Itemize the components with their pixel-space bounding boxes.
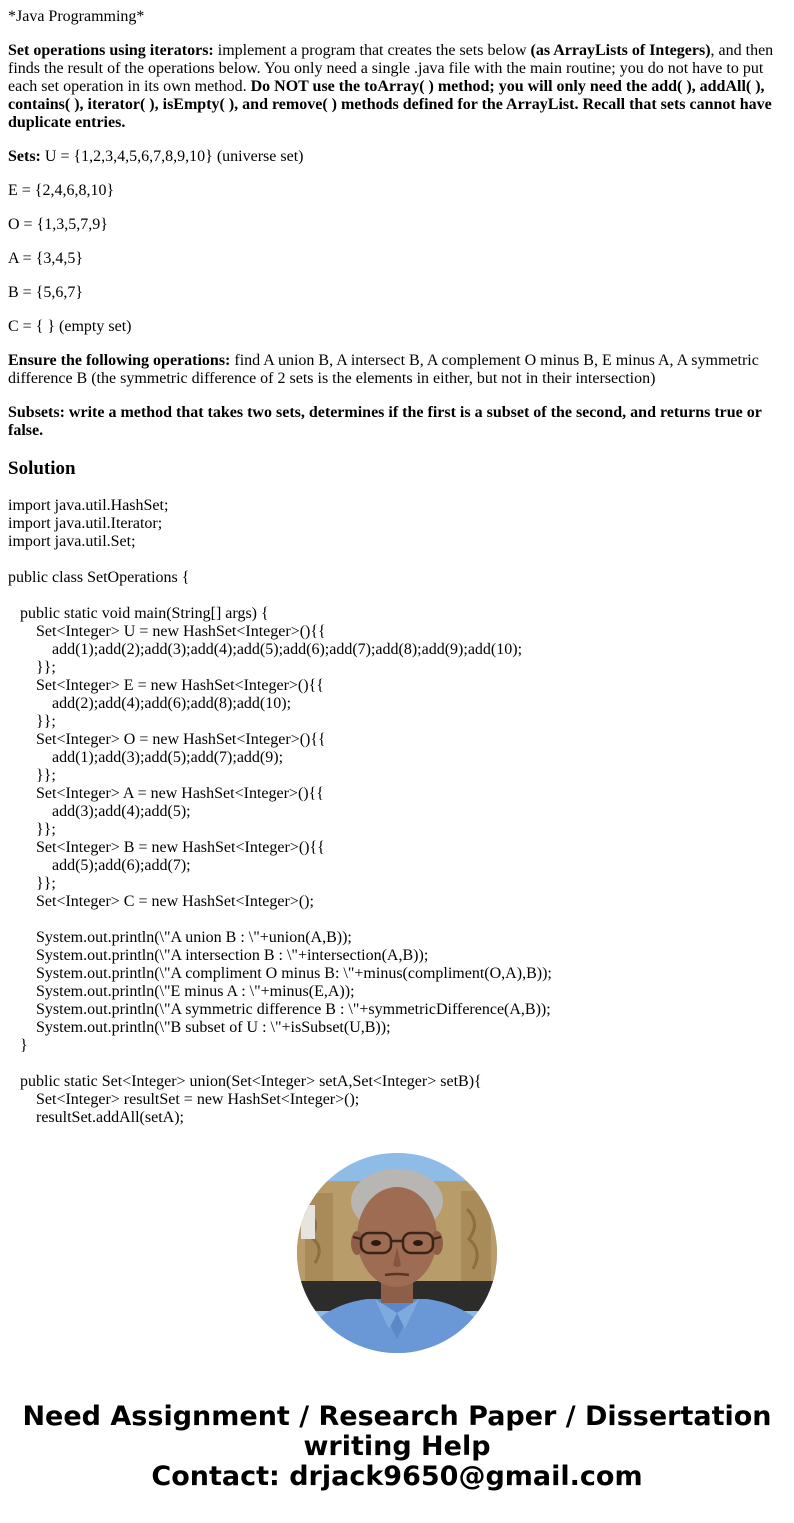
- promo-banner: [0, 1402, 794, 1492]
- code-line: System.out.println(\"B subset of U : \"+isSubset(U,B));: [36, 1019, 391, 1036]
- code-line: }};: [36, 713, 56, 730]
- code-line: public static void main(String[] args) {: [20, 605, 269, 622]
- code-line: }};: [36, 875, 56, 892]
- intro-bold-1: (as ArrayLists of Integers): [530, 42, 711, 59]
- page-title: *Java Programming*: [8, 8, 145, 25]
- code-line: import java.util.Set;: [8, 533, 136, 550]
- set-c: C = { } (empty set): [8, 318, 132, 335]
- code-line: Set<Integer> U = new HashSet<Integer>(){{: [36, 623, 326, 640]
- code-line: add(1);add(3);add(5);add(7);add(9);: [52, 749, 284, 766]
- code-blank-line: [8, 551, 786, 569]
- operations-paragraph: [8, 352, 786, 388]
- code-line: System.out.println(\"A compliment O minus B: \"+minus(compliment(O,A),B));: [36, 965, 552, 982]
- code-line: Set<Integer> resultSet = new HashSet<Integer>();: [36, 1091, 360, 1108]
- code-block: [8, 497, 786, 1127]
- code-line: Set<Integer> A = new HashSet<Integer>(){{: [36, 785, 324, 802]
- promo-contact: Contact: drjack9650@gmail.com: [151, 1461, 643, 1492]
- code-line: add(2);add(4);add(6);add(8);add(10);: [52, 695, 292, 712]
- set-e: E = {2,4,6,8,10}: [8, 182, 115, 199]
- promo-line-1: Need Assignment / Research Paper / Dissertation: [22, 1401, 772, 1432]
- code-line: }};: [36, 767, 56, 784]
- solution-heading: Solution: [8, 458, 76, 479]
- code-line: System.out.println(\"E minus A : \"+minus(E,A));: [36, 983, 355, 1000]
- intro-text-1: implement a program that creates the sets below: [213, 42, 531, 59]
- code-line: }};: [36, 659, 56, 676]
- code-line: Set<Integer> B = new HashSet<Integer>(){{: [36, 839, 325, 856]
- code-line: public class SetOperations {: [8, 569, 190, 586]
- document-body: [8, 8, 786, 1127]
- promo-line-2: writing Help: [303, 1431, 491, 1462]
- code-line: System.out.println(\"A intersection B : \"+intersection(A,B));: [36, 947, 429, 964]
- set-u: [8, 148, 786, 166]
- avatar: [297, 1153, 497, 1353]
- code-line: import java.util.Iterator;: [8, 515, 163, 532]
- code-line: }};: [36, 821, 56, 838]
- code-blank-line: [8, 587, 786, 605]
- portrait-photo-icon: [297, 1153, 497, 1353]
- sets-label: Sets:: [8, 148, 41, 165]
- code-blank-line: [8, 1055, 786, 1073]
- intro-text-2: , and then finds the result of the operations below. You only need a single .java file with the main routine; you do not have to put each set operation in its own method.: [8, 42, 774, 95]
- subsets-paragraph: [8, 404, 786, 440]
- operations-text: find A union B, A intersect B, A complement O minus B, E minus A, A symmetric difference B (the symmetric difference of 2 sets is the elements in either, but not in their intersection): [8, 352, 759, 387]
- code-line: System.out.println(\"A symmetric difference B : \"+symmetricDifference(A,B));: [36, 1001, 551, 1018]
- intro-paragraph: [8, 42, 786, 132]
- code-line: }: [20, 1037, 28, 1054]
- code-line: public static Set<Integer> union(Set<Integer> setA,Set<Integer> setB){: [20, 1073, 482, 1090]
- code-line: Set<Integer> O = new HashSet<Integer>(){{: [36, 731, 326, 748]
- set-a: A = {3,4,5}: [8, 250, 84, 267]
- set-o: O = {1,3,5,7,9}: [8, 216, 108, 233]
- code-line: add(3);add(4);add(5);: [52, 803, 191, 820]
- code-line: add(1);add(2);add(3);add(4);add(5);add(6);add(7);add(8);add(9);add(10);: [52, 641, 523, 658]
- code-line: import java.util.HashSet;: [8, 497, 169, 514]
- code-line: Set<Integer> E = new HashSet<Integer>(){{: [36, 677, 324, 694]
- operations-label: Ensure the following operations:: [8, 352, 231, 369]
- code-blank-line: [8, 911, 786, 929]
- set-u-text: U = {1,2,3,4,5,6,7,8,9,10} (universe set): [40, 148, 304, 165]
- intro-bold-2: Do NOT use the toArray( ) method; you will only need the add( ), addAll( ), contains( ), iterator( ), isEmpty( ), and remove( ) methods defined for the ArrayList. Recall that sets cannot have duplicate entries.: [8, 78, 772, 131]
- code-line: resultSet.addAll(setA);: [36, 1109, 184, 1126]
- code-line: Set<Integer> C = new HashSet<Integer>();: [36, 893, 314, 910]
- set-b: B = {5,6,7}: [8, 284, 84, 301]
- subsets-text: Subsets: write a method that takes two sets, determines if the first is a subset of the second, and returns true or false.: [8, 404, 762, 439]
- code-line: System.out.println(\"A union B : \"+union(A,B));: [36, 929, 352, 946]
- intro-label: Set operations using iterators:: [8, 42, 214, 59]
- code-line: add(5);add(6);add(7);: [52, 857, 191, 874]
